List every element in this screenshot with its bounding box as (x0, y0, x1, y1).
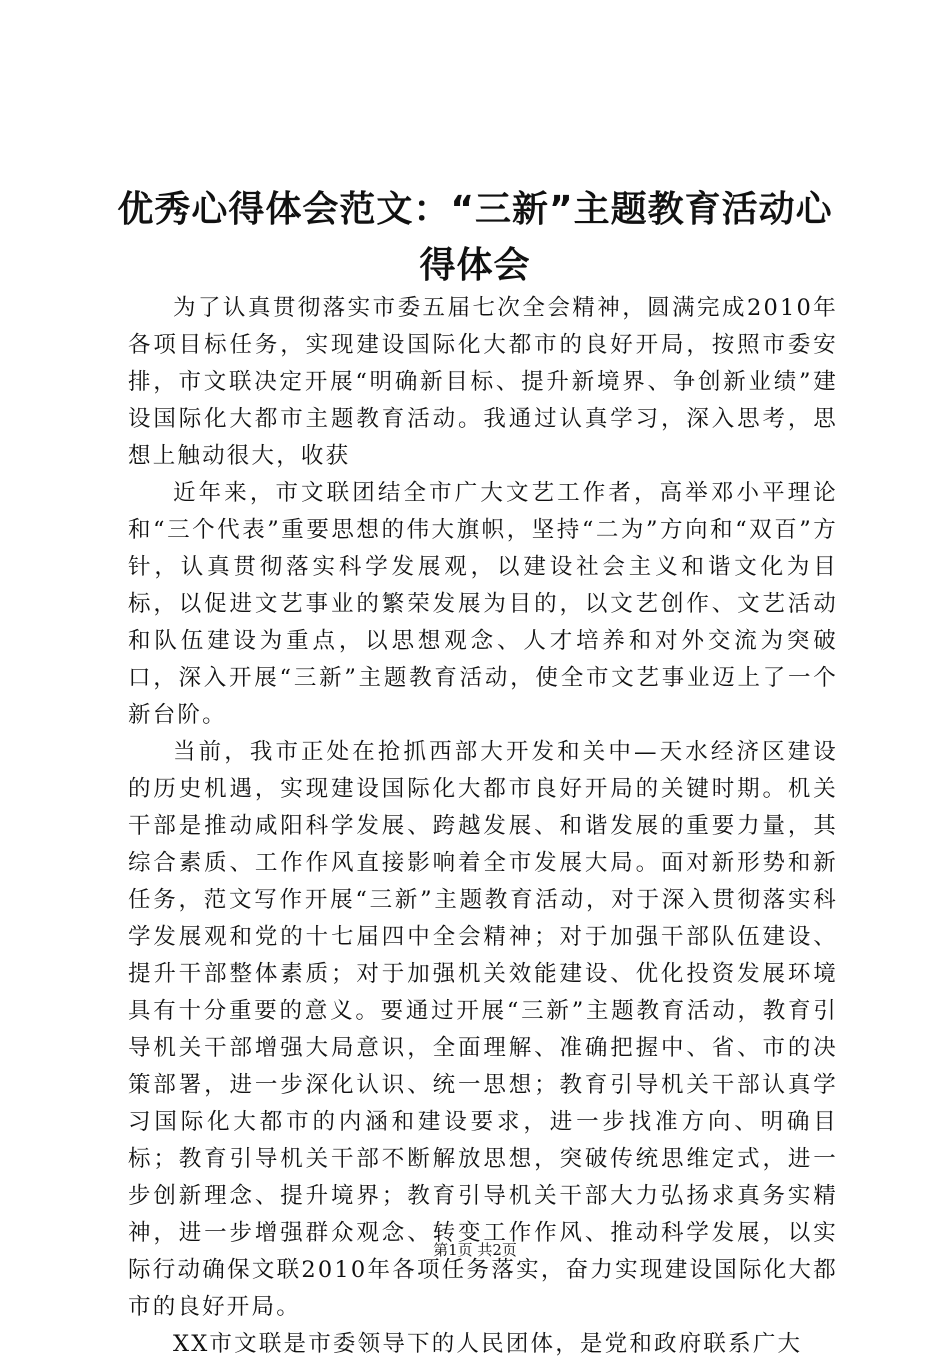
document-body (128, 290, 838, 1363)
paragraph-1: 为了认真贯彻落实市委五届七次全会精神，圆满完成2010年各项目标任务，实现建设国际化大都市的良好开局，按照市委安排，市文联决定开展“明确新目标、提升新境界、争创新业绩”建设国际化大都市主题教育活动。我通过认真学习，深入思考，思想上触动很大，收获 (128, 295, 838, 469)
document-title: 优秀心得体会范文：“三新”主题教育活动心得体会 (117, 189, 833, 286)
paragraph-2: 近年来，市文联团结全市广大文艺工作者，高举邓小平理论和“三个代表”重要思想的伟大旗帜，坚持“二为”方向和“双百”方针，认真贯彻落实科学发展观，以建设社会主义和谐文化为目标，以促进文艺事业的繁荣发展为目的，以文艺创作、文艺活动和队伍建设为重点，以思想观念、人才培养和对外交流为突破口，深入开展“三新”主题教育活动，使全市文艺事业迈上了一个新台阶。 (128, 480, 838, 728)
page-number-footer: 第1页 共2页 (433, 1241, 517, 1259)
paragraph-4: XX市文联是市委领导下的人民团体，是党和政府联系广大 (173, 1331, 803, 1357)
paragraph-3: 当前，我市正处在抢抓西部大开发和关中—天水经济区建设的历史机遇，实现建设国际化大都市良好开局的关键时期。机关干部是推动咸阳科学发展、跨越发展、和谐发展的重要力量，其综合素质、工作作风直接影响着全市发展大局。面对新形势和新任务，范文写作开展“三新”主题教育活动，对于深入贯彻落实科学发展观和党的十七届四中全会精神；对于加强干部队伍建设、提升干部整体素质；对于加强机关效能建设、优化投资发展环境具有十分重要的意义。要通过开展“三新”主题教育活动，教育引导机关干部增强大局意识，全面理解、准确把握中、省、市的决策部署，进一步深化认识、统一思想；教育引导机关干部认真学习国际化大都市的内涵和建设要求，进一步找准方向、明确目标；教育引导机关干部不断解放思想，突破传统思维定式，进一步创新理念、提升境界；教育引导机关干部大力弘扬求真务实精神，进一步增强群众观念、转变工作作风、推动科学发展，以实际行动确保文联2010年各项任务落实，奋力实现建设国际化大都市的良好开局。 (128, 739, 838, 1320)
